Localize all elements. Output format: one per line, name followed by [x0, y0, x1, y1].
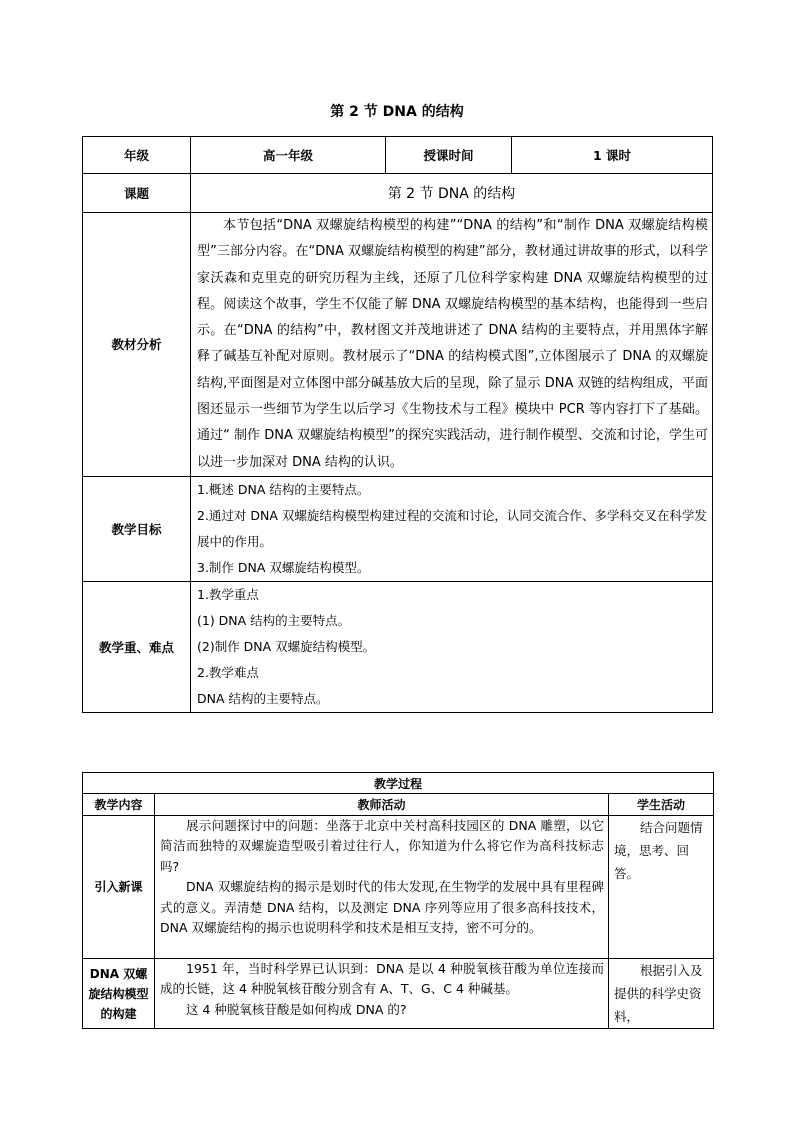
time-label: 授课时间 — [386, 137, 512, 174]
key-points-cell — [191, 581, 713, 712]
analysis-cell — [191, 213, 713, 477]
teacher-paragraph: 展示问题探讨中的问题：坐落于北京中关村高科技园区的 DNA 雕塑，以它简洁而独特的双螺旋造型吸引着过往行人，你知道为什么将它作为高科技标志吗? — [160, 818, 604, 874]
key-point-item: 2.教学难点 — [197, 664, 259, 680]
teacher-activity-model — [155, 959, 609, 1029]
key-points-label: 教学重、难点 — [83, 581, 191, 712]
goals-label: 教学目标 — [83, 476, 191, 581]
goal-item: 3.制作 DNA 双螺旋结构模型。 — [197, 559, 370, 575]
teacher-paragraph: 这 4 种脱氧核苷酸是如何构成 DNA 的? — [186, 1001, 407, 1017]
key-point-item: 1.教学重点 — [197, 586, 259, 602]
topic-value: 第 2 节 DNA 的结构 — [191, 174, 713, 213]
key-point-item: DNA 结构的主要特点。 — [197, 690, 329, 706]
teaching-process-table — [82, 772, 714, 1029]
grade-label: 年级 — [83, 137, 191, 174]
row-label-model: DNA 双螺旋结构模型的构建 — [83, 959, 155, 1029]
teacher-paragraph: 1951 年，当时科学界已认识到：DNA 是以 4 种脱氧核苷酸为单位连接而成的长链，这 4 种脱氧核苷酸分别含有 A、T、G、C 4 种碱基。 — [160, 961, 604, 997]
process-header: 教学过程 — [83, 773, 714, 794]
row-label-intro: 引入新课 — [83, 816, 155, 959]
goals-cell — [191, 476, 713, 581]
col-content-header: 教学内容 — [83, 794, 155, 816]
grade-value: 高一年级 — [191, 137, 386, 174]
student-text: 根据引入及提供的科学史资料， — [614, 963, 703, 1024]
student-activity-model — [609, 959, 714, 1029]
col-teacher-header: 教师活动 — [155, 794, 609, 816]
lesson-info-table — [82, 136, 713, 713]
time-value: 1 课时 — [512, 137, 713, 174]
analysis-text: 本节包括“DNA 双螺旋结构模型的构建”“DNA 的结构”和“制作 DNA 双螺旋结构模型”三部分内容。在“DNA 双螺旋结构模型的构建”部分，教材通过讲故事的形式，以科学家沃森和克里克的研究历程为主线，还原了几位科学家构建 DNA 双螺旋结构模型的过程。阅读这个故事，学生不仅能了解 DNA 双螺旋结构模型的基本结构，也能得到一些启示。在“DNA 的结构”中，教材图文并茂地讲述了 DNA 结构的主要特点，并用黑体字解释了碱基互补配对原则。教材展示了“DNA 的结构模式图”,立体图展示了 DNA 的双螺旋结构,平面图是对立体图中部分碱基放大后的呈现，除了显示 DNA 双链的结构组成，平面图还显示一些细节为学生以后学习《生物技术与工程》模块中 PCR 等内容打下了基础。通过“ 制作 DNA 双螺旋结构模型”的探究实践活动，进行制作模型、交流和讨论，学生可以进一步加深对 DNA 结构的认识。 — [197, 218, 708, 470]
key-point-item: (1) DNA 结构的主要特点。 — [197, 612, 351, 628]
page-title: 第 2 节 DNA 的结构 — [330, 104, 464, 120]
teacher-activity-intro — [155, 816, 609, 959]
student-activity-intro — [609, 816, 714, 959]
col-student-header: 学生活动 — [609, 794, 714, 816]
key-point-item: (2)制作 DNA 双螺旋结构模型。 — [197, 638, 376, 654]
teacher-paragraph: DNA 双螺旋结构的揭示是划时代的伟大发现,在生物学的发展中具有里程碑式的意义。弄清楚 DNA 结构，以及测定 DNA 序列等应用了很多高科技技术，DNA 双螺旋结构的揭示也说明科学和技术是相互支持，密不可分的。 — [160, 879, 604, 936]
topic-label: 课题 — [83, 174, 191, 213]
goal-item: 2.通过对 DNA 双螺旋结构模型构建过程的交流和讨论，认同交流合作、多学科交叉在科学发展中的作用。 — [197, 507, 707, 549]
analysis-label: 教材分析 — [83, 213, 191, 477]
student-text: 结合问题情境，思考、回答。 — [614, 820, 703, 881]
goal-item: 1.概述 DNA 结构的主要特点。 — [197, 481, 370, 497]
